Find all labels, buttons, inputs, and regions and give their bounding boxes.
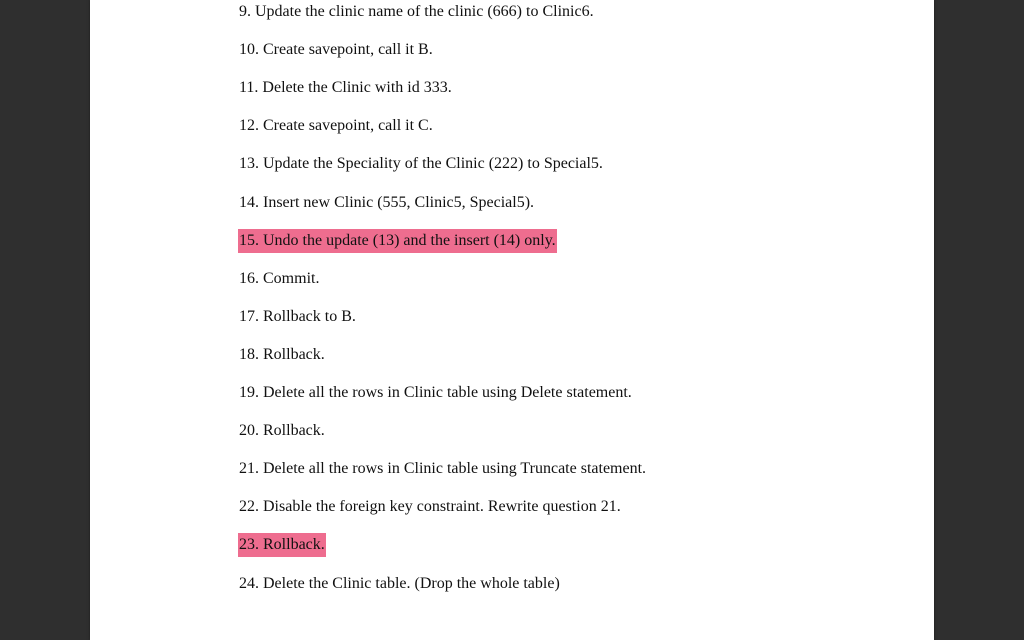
item-text: 13. Update the Speciality of the Clinic (222) to Special5.: [239, 155, 603, 173]
list-item: [238, 191, 535, 215]
list-item: [238, 305, 357, 329]
item-text: 21. Delete all the rows in Clinic table using Truncate statement.: [239, 460, 647, 478]
list-item: [238, 495, 622, 519]
list-item: [238, 381, 633, 405]
list-item: [238, 572, 561, 596]
item-text: 24. Delete the Clinic table. (Drop the whole table): [239, 574, 560, 592]
item-text: 23. Rollback.: [238, 533, 326, 557]
list-item: [238, 457, 647, 481]
list-item: [238, 343, 326, 367]
item-text: 19. Delete all the rows in Clinic table using Delete statement.: [239, 384, 632, 401]
list-item: [238, 419, 326, 443]
list-item: [238, 229, 557, 253]
list-item: [238, 152, 604, 176]
item-text: 10. Create savepoint, call it B.: [239, 41, 433, 59]
item-text: 12. Create savepoint, call it C.: [239, 117, 433, 135]
item-text: 22. Disable the foreign key constraint. Rewrite question 21.: [239, 498, 621, 516]
list-item: [238, 267, 320, 291]
list-item: [238, 533, 326, 557]
list-item: [238, 114, 434, 138]
item-text: 18. Rollback.: [239, 345, 325, 363]
item-text: 20. Rollback.: [239, 422, 325, 440]
item-text: 9. Update the clinic name of the clinic (666) to Clinic6.: [239, 3, 594, 20]
item-text: 14. Insert new Clinic (555, Clinic5, Special5).: [239, 193, 535, 211]
item-text: 15. Undo the update (13) and the insert (14) only.: [238, 229, 557, 253]
list-item: [238, 0, 595, 24]
list-item: [238, 38, 434, 62]
item-text: 17. Rollback to B.: [239, 307, 356, 325]
item-text: 11. Delete the Clinic with id 333.: [239, 79, 452, 97]
item-text: 16. Commit.: [239, 269, 320, 287]
list-item: [238, 76, 453, 100]
document-page: [90, 0, 934, 640]
